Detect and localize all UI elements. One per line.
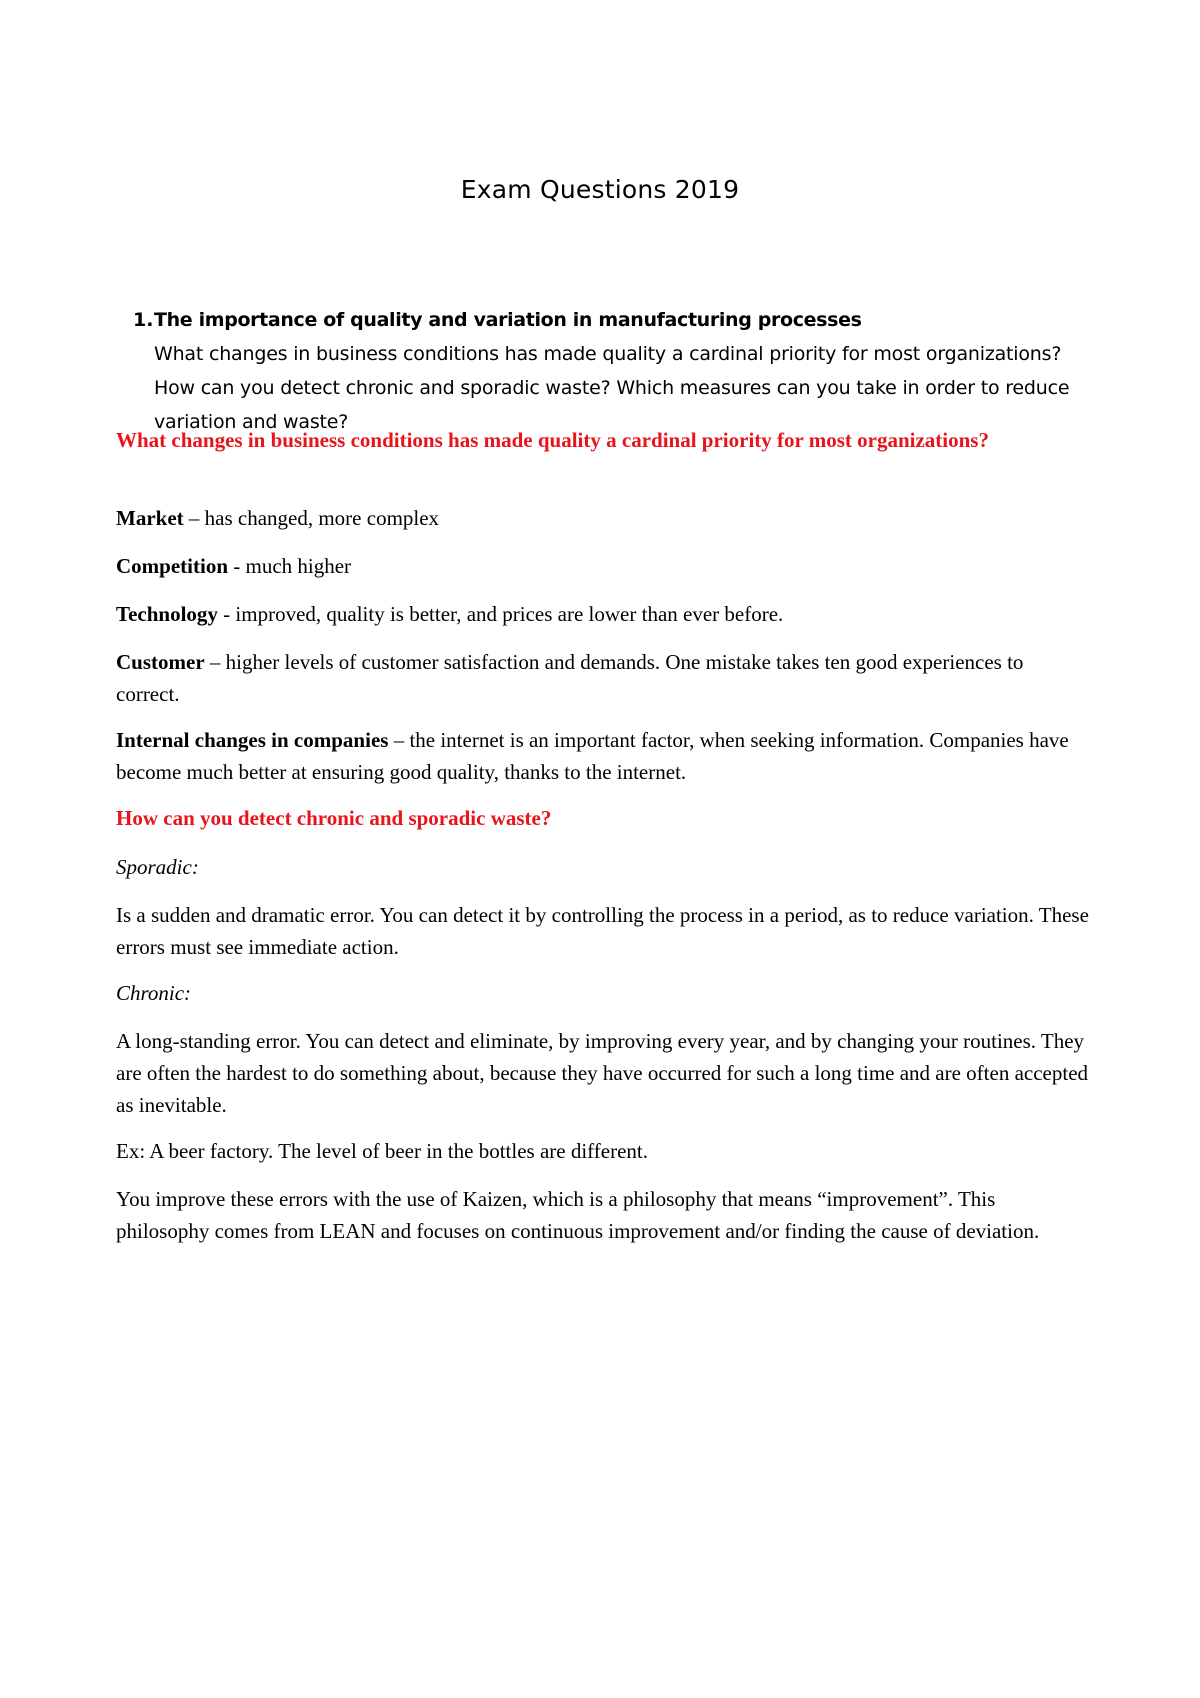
example-text: Ex: A beer factory. The level of beer in the bottles are different.: [116, 1139, 648, 1163]
item-competition: [116, 550, 1106, 582]
item-text: – higher levels of customer satisfaction and demands. One mistake takes ten good experiences to correct.: [116, 650, 1024, 706]
question-text: What changes in business conditions has made quality a cardinal priority for most organizations? How can you detect chronic and sporadic waste? Which measures can you take in order to reduce variation and waste?: [154, 343, 1070, 433]
item-term: Technology: [116, 602, 218, 626]
item-technology: [116, 598, 1106, 630]
item-text: - much higher: [228, 554, 352, 578]
item-customer: [116, 646, 1036, 710]
question-title: The importance of quality and variation in manufacturing processes: [154, 309, 862, 331]
item-term: Competition: [116, 554, 228, 578]
section-heading-business-conditions: What changes in business conditions has made quality a cardinal priority for most organizations?: [116, 428, 989, 452]
sporadic-text: Is a sudden and dramatic error. You can detect it by controlling the process in a period, as to reduce variation. These errors must see immediate action.: [116, 903, 1089, 959]
item-text: - improved, quality is better, and prices are lower than ever before.: [217, 602, 784, 626]
item-text: – has changed, more complex: [183, 506, 440, 530]
sporadic-label: Sporadic:: [116, 855, 199, 879]
question-number: 1.: [133, 309, 154, 331]
item-term: Market: [116, 506, 184, 530]
kaizen-text: You improve these errors with the use of Kaizen, which is a philosophy that means “improvement”. This philosophy comes from LEAN and focuses on continuous improvement and/or finding the cause of deviation.: [116, 1187, 1040, 1243]
item-market: [116, 502, 1106, 534]
section-heading-waste: How can you detect chronic and sporadic waste?: [116, 806, 552, 830]
item-text: – the internet is an important factor, when seeking information. Companies have become much better at ensuring good quality, thanks to the internet.: [116, 728, 1069, 784]
item-internal-changes: [116, 724, 1076, 788]
chronic-label: Chronic:: [116, 981, 192, 1005]
item-term: Internal changes in companies: [116, 728, 389, 752]
chronic-text: A long-standing error. You can detect and eliminate, by improving every year, and by changing your routines. They are often the hardest to do something about, because they have occurred for such a long time and are often accepted as inevitable.: [116, 1029, 1089, 1117]
document-title: Exam Questions 2019: [460, 175, 740, 204]
question-block: [133, 303, 1094, 439]
item-term: Customer: [116, 650, 205, 674]
